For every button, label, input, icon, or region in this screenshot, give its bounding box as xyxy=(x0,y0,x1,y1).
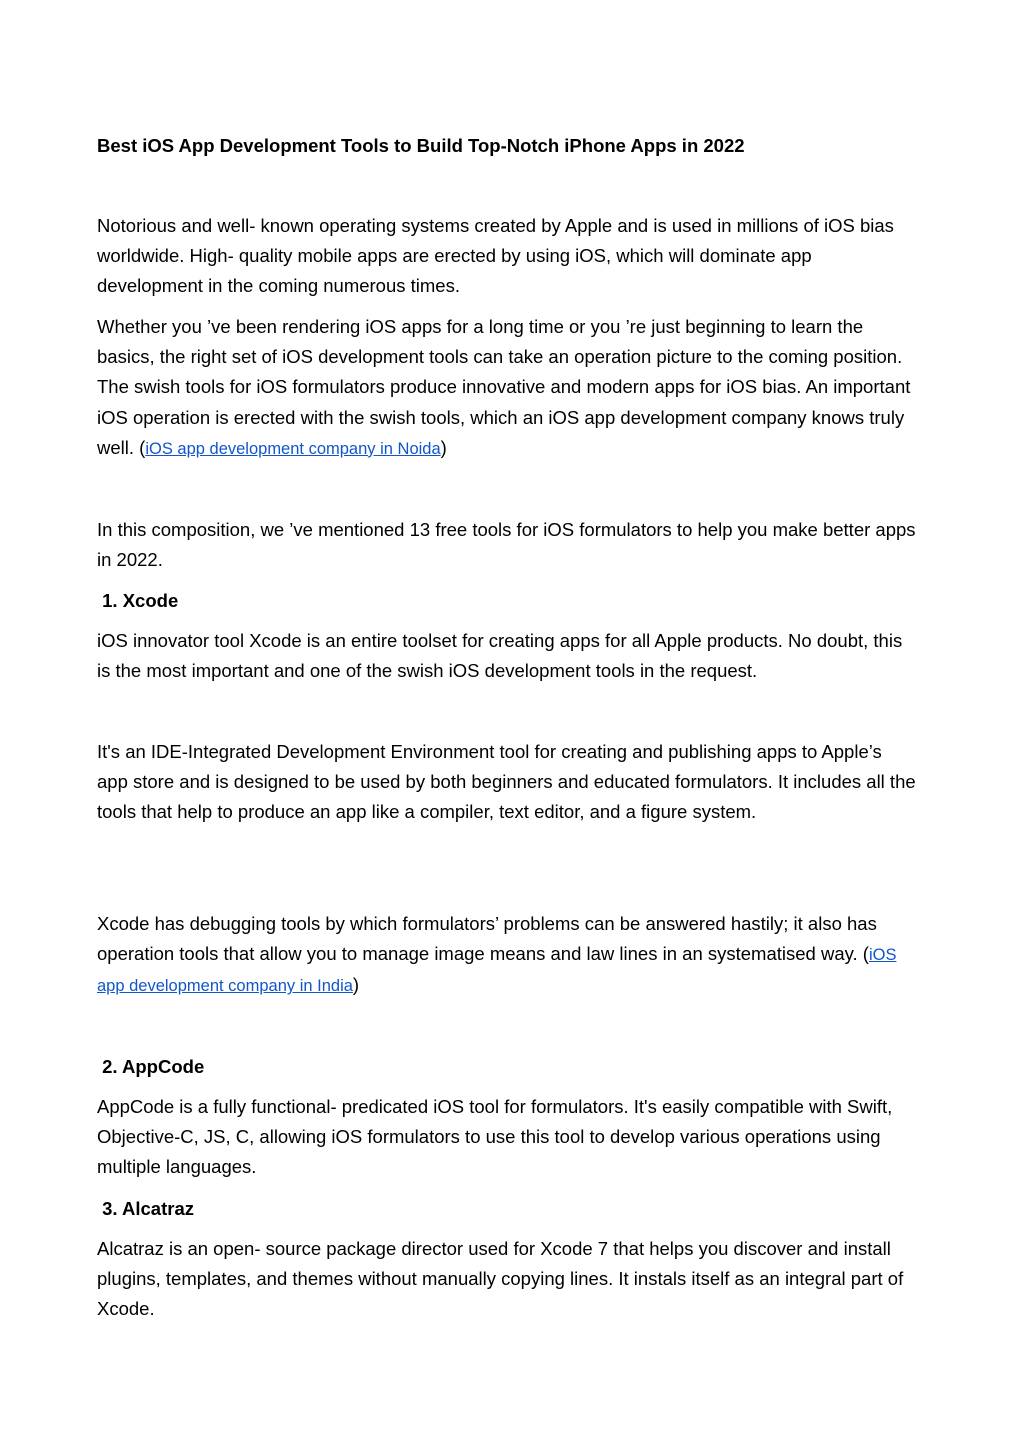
document-title: Best iOS App Development Tools to Build Top-Notch iPhone Apps in 2022 xyxy=(97,135,745,156)
xcode-paragraph-3-close: ) xyxy=(352,974,360,996)
intro-paragraph-2-text: Whether you ’ve been rendering iOS apps for a long time or you ’re just beginning to learn the basics, the right set of iOS development tools can take an operation picture to the coming position. The swish tools for iOS formulators produce innovative and modern apps for iOS bias. An important iOS operation is erected with the swish tools, which an iOS app development company knows truly well. ( xyxy=(97,316,911,458)
xcode-paragraph-1: iOS innovator tool Xcode is an entire toolset for creating apps for all Apple products. No doubt, this is the most important and one of the swish iOS development tools in the request. xyxy=(97,630,903,682)
intro-paragraph-2 xyxy=(97,312,917,464)
appcode-paragraph-1: AppCode is a fully functional- predicated iOS tool for formulators. It's easily compatible with Swift, Objective-C, JS, C, allowing iOS formulators to use this tool to develop various operations using multiple languages. xyxy=(97,1096,893,1178)
india-company-link[interactable]: iOS app development company in India xyxy=(97,946,897,996)
xcode-paragraph-2: It's an IDE-Integrated Development Environment tool for creating and publishing apps to Apple’s app store and is designed to be used by both beginners and educated formulators. It includes all the tools that help to produce an app like a compiler, text editor, and a figure system. xyxy=(97,741,916,823)
noida-company-link[interactable]: iOS app development company in Noida xyxy=(145,439,441,458)
intro-paragraph-2-close: ) xyxy=(440,436,447,458)
section-heading-appcode: 2. AppCode xyxy=(97,1056,205,1077)
xcode-paragraph-3-text: Xcode has debugging tools by which formulators’ problems can be answered hastily; it also has operation tools that allow you to manage image means and law lines in an systematised way. ( xyxy=(97,913,877,965)
xcode-paragraph-3 xyxy=(97,909,917,1002)
section-heading-xcode: 1. Xcode xyxy=(97,590,179,611)
section-heading-alcatraz: 3. Alcatraz xyxy=(97,1198,194,1219)
intro-paragraph-3: In this composition, we ’ve mentioned 13 free tools for iOS formulators to help you make better apps in 2022. xyxy=(97,519,916,571)
alcatraz-paragraph-1: Alcatraz is an open- source package director used for Xcode 7 that helps you discover and install plugins, templates, and themes without manually copying lines. It instals itself as an integral part of Xcode. xyxy=(97,1238,904,1320)
intro-paragraph-1: Notorious and well- known operating systems created by Apple and is used in millions of iOS bias worldwide. High- quality mobile apps are erected by using iOS, which will dominate app development in the coming numerous times. xyxy=(97,215,894,297)
